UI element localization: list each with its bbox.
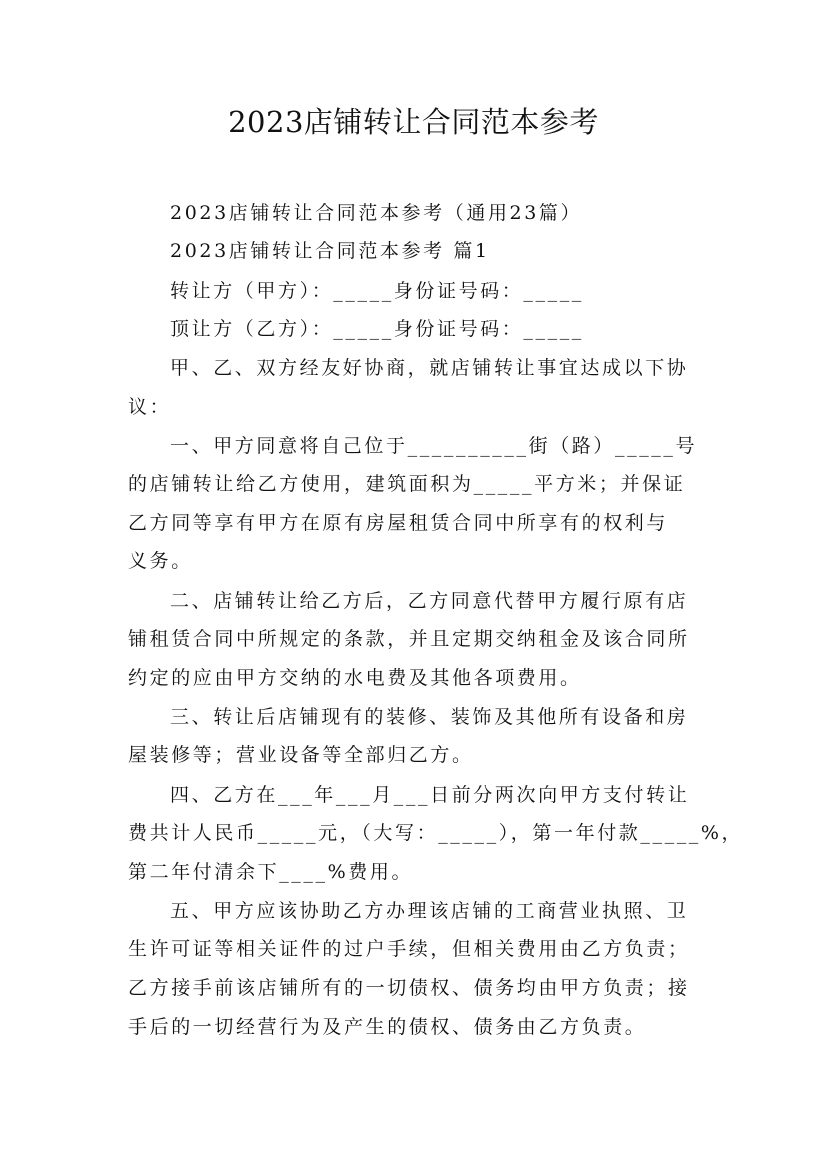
paragraph-line: 乙方接手前该店铺所有的一切债权、债务均由甲方负责；接 bbox=[128, 977, 690, 999]
paragraph-line: 甲、乙、双方经友好协商，就店铺转让事宜达成以下协 bbox=[170, 357, 689, 379]
paragraph-line: 四、乙方在___年___月___日前分两次向甲方支付转让 bbox=[170, 784, 690, 806]
paragraph-line: 屋装修等；营业设备等全部归乙方。 bbox=[128, 744, 474, 766]
paragraph-line: 第二年付清余下____%费用。 bbox=[128, 861, 414, 883]
paragraph-line: 三、转让后店铺现有的装修、装饰及其他所有设备和房 bbox=[170, 706, 689, 728]
paragraph-line: 义务。 bbox=[128, 550, 193, 572]
paragraph-line: 生许可证等相关证件的过户手续，但相关费用由乙方负责； bbox=[128, 938, 690, 960]
document-title: 2023店铺转让合同范本参考 bbox=[228, 105, 599, 139]
paragraph-line: 的店铺转让给乙方使用，建筑面积为_____平方米；并保证 bbox=[128, 473, 686, 495]
paragraph-line: 议： bbox=[128, 396, 172, 418]
paragraph-line: 手后的一切经营行为及产生的债权、债务由乙方负责。 bbox=[128, 1016, 647, 1038]
paragraph-line: 一、甲方同意将自己位于__________街（路）_____号 bbox=[170, 435, 698, 457]
paragraph-line: 费共计人民币_____元，（大写：_____），第一年付款_____%， bbox=[128, 822, 744, 844]
transferor-line: 转让方（甲方）：_____身份证号码：_____ bbox=[170, 280, 584, 302]
paragraph-line: 二、店铺转让给乙方后，乙方同意代替甲方履行原有店 bbox=[170, 590, 689, 612]
paragraph-line: 约定的应由甲方交纳的水电费及其他各项费用。 bbox=[128, 667, 582, 689]
paragraph-line: 五、甲方应该协助乙方办理该店铺的工商营业执照、卫 bbox=[170, 900, 689, 922]
paragraph-line: 铺租赁合同中所规定的条款，并且定期交纳租金及该合同所 bbox=[128, 628, 690, 650]
subtitle-line: 2023店铺转让合同范本参考（通用23篇） bbox=[170, 202, 583, 224]
paragraph-line: 乙方同等享有甲方在原有房屋租赁合同中所享有的权利与 bbox=[128, 512, 669, 534]
section-heading: 2023店铺转让合同范本参考 篇1 bbox=[170, 240, 490, 262]
transferee-line: 顶让方（乙方）：_____身份证号码：_____ bbox=[170, 318, 584, 340]
